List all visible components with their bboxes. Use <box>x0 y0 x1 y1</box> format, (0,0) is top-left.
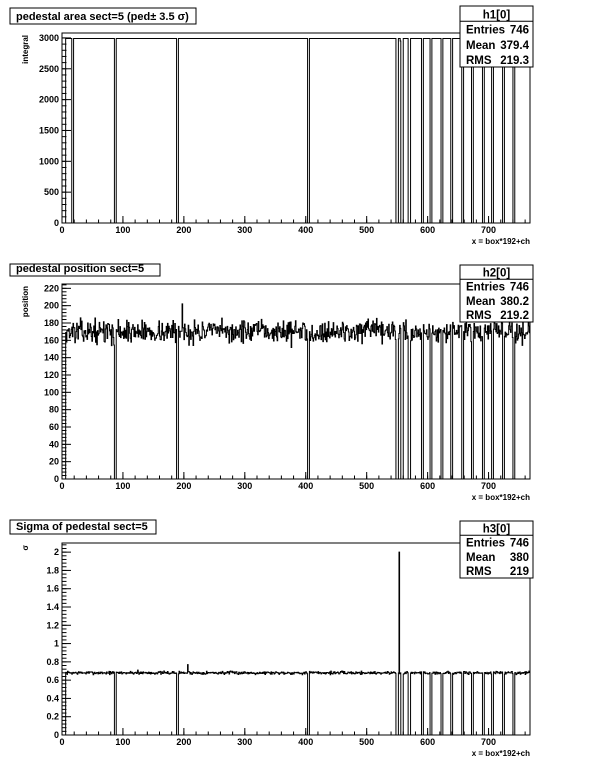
chart3-stats-label: Mean <box>466 551 496 564</box>
chart1-y-axis-label: integral <box>21 35 30 64</box>
chart2-ytick-label: 140 <box>43 352 59 363</box>
chart2-stats-label: Entries <box>466 281 505 294</box>
chart1-ytick-label: 500 <box>43 187 59 198</box>
chart3-stats-label: Entries <box>466 537 505 550</box>
chart1-xtick-label: 300 <box>237 225 253 235</box>
chart1-stats-value: 219.3 <box>500 55 529 67</box>
chart2-ytick-label: 40 <box>48 439 59 450</box>
chart2-title: pedestal position sect=5 <box>16 263 145 275</box>
chart2-xtick-label: 400 <box>298 481 314 491</box>
chart3-stats-box <box>460 521 533 578</box>
chart3-y-axis-label: σ <box>21 545 30 551</box>
chart3-ytick-label: 1 <box>53 638 59 649</box>
chart3-ytick-label: 0.2 <box>46 711 59 722</box>
chart3-xtick-label: 0 <box>59 737 65 747</box>
chart1-stats-name: h1[0] <box>482 9 511 22</box>
chart3-x-axis-label: x = box*192+ch <box>471 749 530 758</box>
chart3-ytick-label: 0 <box>53 730 59 740</box>
chart1-ytick-label: 2500 <box>38 63 59 74</box>
chart2-xtick-label: 500 <box>359 481 375 491</box>
chart1-xtick-label: 700 <box>481 225 497 235</box>
chart2-ytick-label: 80 <box>48 404 59 415</box>
chart3-histogram-line <box>62 552 530 735</box>
chart3-ytick-label: 1.6 <box>46 583 59 594</box>
chart2-xtick-label: 200 <box>176 481 192 491</box>
chart3-stats-name: h3[0] <box>482 523 511 536</box>
chart1-stats-value: 379.4 <box>500 39 529 52</box>
chart2-ytick-label: 200 <box>43 300 59 311</box>
chart2-ytick-label: 160 <box>43 335 59 346</box>
chart1-x-axis-label: x = box*192+ch <box>471 237 530 246</box>
chart2-stats-box <box>460 265 533 322</box>
chart1-ytick-label: 3000 <box>38 32 59 43</box>
chart1-group <box>10 6 533 246</box>
chart1-stats-box <box>460 6 533 67</box>
chart2-stats-label: Mean <box>466 295 496 308</box>
chart3-ytick-label: 0.6 <box>46 675 59 686</box>
chart3-stats-value: 219 <box>509 566 529 578</box>
chart2-xtick-label: 300 <box>237 481 253 491</box>
chart2-ytick-label: 220 <box>43 283 59 294</box>
chart1-xtick-label: 400 <box>298 225 314 235</box>
chart3-title: Sigma of pedestal sect=5 <box>16 521 148 533</box>
chart2-ytick-label: 120 <box>43 370 59 380</box>
chart1-title: pedestal area sect=5 (ped± 3.5 σ) <box>16 11 189 23</box>
chart3-xtick-label: 300 <box>237 737 253 747</box>
chart3-ytick-label: 1.8 <box>46 565 59 576</box>
chart3-stats-value: 746 <box>509 537 529 550</box>
chart2-xtick-label: 0 <box>59 481 65 491</box>
chart3-xtick-label: 100 <box>115 737 131 747</box>
chart3-ytick-label: 2 <box>53 547 59 558</box>
chart1-xtick-label: 100 <box>115 225 131 235</box>
chart2-stats-value: 746 <box>509 281 529 294</box>
chart1-stats-label: Entries <box>466 24 505 37</box>
chart1-xtick-label: 600 <box>420 225 436 235</box>
chart3-xtick-label: 400 <box>298 737 314 747</box>
chart2-stats-value: 219.2 <box>500 310 529 322</box>
chart3-stats-label: RMS <box>466 566 492 578</box>
chart3-xtick-label: 700 <box>481 737 497 747</box>
chart1-xtick-label: 500 <box>359 225 375 235</box>
chart3-ytick-label: 0.4 <box>46 693 59 704</box>
chart1-stats-label: Mean <box>466 39 496 52</box>
chart1-ytick-label: 2000 <box>38 94 59 105</box>
chart3-ytick-label: 1.4 <box>46 602 59 612</box>
chart2-x-axis-label: x = box*192+ch <box>471 493 530 502</box>
chart3-xtick-label: 200 <box>176 737 192 747</box>
chart2-ytick-label: 0 <box>53 474 59 484</box>
chart2-ytick-label: 180 <box>43 318 59 328</box>
chart1-stats-label: RMS <box>466 55 492 67</box>
chart2-group <box>10 263 533 502</box>
chart1-xtick-label: 200 <box>176 225 192 235</box>
chart2-xtick-label: 100 <box>115 481 131 491</box>
chart2-histogram-line <box>62 304 530 479</box>
chart1-ytick-label: 0 <box>53 218 59 228</box>
chart2-stats-label: RMS <box>466 310 492 322</box>
chart2-ytick-label: 60 <box>48 422 59 432</box>
chart1-stats-value: 746 <box>509 24 529 37</box>
chart2-xtick-label: 700 <box>481 481 497 491</box>
chart1-xtick-label: 0 <box>59 225 65 235</box>
chart3-stats-value: 380 <box>509 551 529 564</box>
chart3-ytick-label: 0.8 <box>46 656 59 667</box>
chart1-ytick-label: 1500 <box>38 125 59 136</box>
chart3-ytick-label: 1.2 <box>46 620 59 631</box>
chart3-group <box>10 520 533 758</box>
chart1-ytick-label: 1000 <box>38 156 59 167</box>
chart2-xtick-label: 600 <box>420 481 436 491</box>
chart2-ytick-label: 20 <box>48 456 59 467</box>
chart3-xtick-label: 600 <box>420 737 436 747</box>
chart2-stats-value: 380.2 <box>500 295 529 308</box>
chart2-y-axis-label: position <box>21 286 30 318</box>
chart2-ytick-label: 100 <box>43 387 59 398</box>
chart2-stats-name: h2[0] <box>482 267 511 280</box>
chart3-xtick-label: 500 <box>359 737 375 747</box>
